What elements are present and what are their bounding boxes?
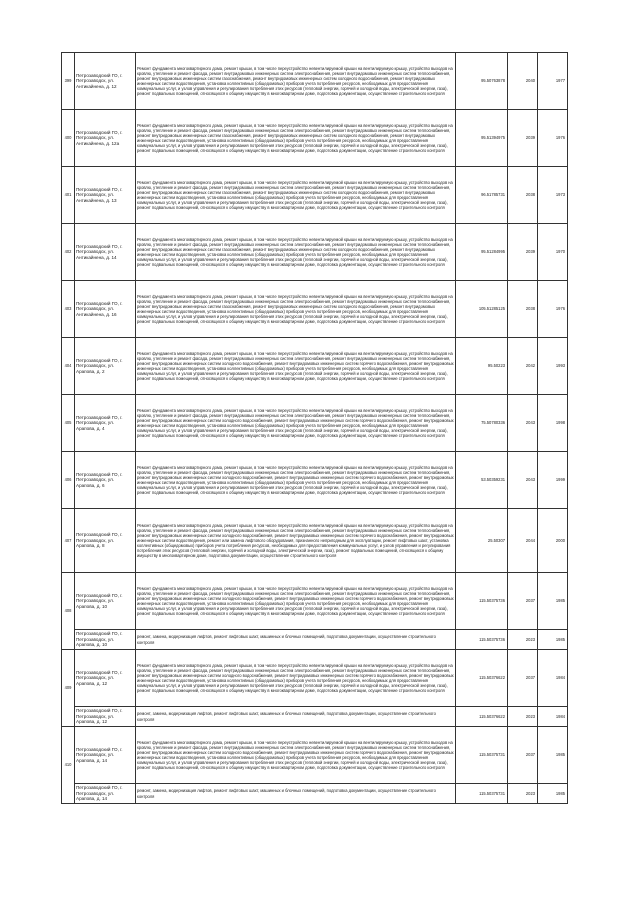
planned-year-cell: 2039 xyxy=(508,110,538,167)
works-cell: ремонт, замена, модернизация лифтов, ремонт лифтовых шахт, машинных и блочных помещений, подготовка документации, осуществление строительного контроля xyxy=(136,630,456,650)
built-year-cell: 1993 xyxy=(538,338,568,395)
table-row xyxy=(62,650,568,707)
area-cell: 75.50780336 xyxy=(456,395,508,452)
built-year-cell: 1998 xyxy=(538,395,568,452)
row-number: 403 xyxy=(62,281,75,338)
area-cell: 105.51285125 xyxy=(456,281,508,338)
built-year-cell: 1985 xyxy=(538,784,568,804)
planned-year-cell: 2039 xyxy=(508,224,538,281)
table-row xyxy=(62,727,568,784)
works-cell: ремонт, замена, модернизация лифтов, ремонт лифтовых шахт, машинных и блочных помещений, подготовка документации, осуществление строительного контроля xyxy=(136,707,456,727)
row-number: 408 xyxy=(62,573,75,650)
works-cell: Ремонт фундамента многоквартирного дома, ремонт крыши, в том числе переустройство невентилируемой крыши на вентилируемую крышу, устройство выходов на кровлю, утепление и ремонт фасада, ремонт внутридомовых инженерных систем электроснабжения, ремонт внутридомовых инженерных систем теплоснабжения, ремонт внутридомовых инженерных систем газоснабжения, ремонт внутридомовых инженерных систем холодного водоснабжения, ремонт внутридомовых инженерных систем водоотведения, установка коллективных (общедомовых) приборов учета потребления ресурсов, необходимых для предоставления коммунальных услуг, и узлов управления и регулирования потребления этих ресурсов (тепловой энергии, горячей и холодной воды, электрической энергии, газа), ремонт подвальных помещений, относящихся к общему имуществу в многоквартирном доме, подготовка документации, осуществление строительного контроля xyxy=(136,110,456,167)
address-cell: Петрозаводский ГО, г. Петрозаводск, ул. Арапова, д. 14 xyxy=(75,727,136,784)
area-cell: 115.50375736 xyxy=(456,573,508,630)
table-row xyxy=(62,395,568,452)
works-cell: Ремонт фундамента многоквартирного дома, ремонт крыши, в том числе переустройство невентилируемой крыши на вентилируемую крышу, устройство выходов на кровлю, утепление и ремонт фасада, ремонт внутридомовых инженерных систем электроснабжения, ремонт внутридомовых инженерных систем теплоснабжения, ремонт внутридомовых инженерных систем холодного водоснабжения, ремонт внутридомовых инженерных систем горячего водоснабжения, ремонт внутридомовых инженерных систем водоотведения, установка коллективных (общедомовых) приборов учета потребления ресурсов, необходимых для предоставления коммунальных услуг, и узлов управления и регулирования потребления этих ресурсов (тепловой энергии, горячей и холодной воды, электрической энергии, газа), ремонт подвальных помещений, относящихся к общему имуществу в многоквартирном доме, подготовка документации, осуществление строительного контроля xyxy=(136,452,456,509)
address-cell: Петрозаводский ГО, г. Петрозаводск, ул. Арапова, д. 10 xyxy=(75,573,136,630)
row-number: 406 xyxy=(62,452,75,509)
area-cell: 115.50376622 xyxy=(456,707,508,727)
built-year-cell: 1984 xyxy=(538,707,568,727)
works-cell: Ремонт фундамента многоквартирного дома, ремонт крыши, в том числе переустройство невентилируемой крыши на вентилируемую крышу, устройство выходов на кровлю, утепление и ремонт фасада, ремонт внутридомовых инженерных систем электроснабжения, ремонт внутридомовых инженерных систем теплоснабжения, ремонт внутридомовых инженерных систем газоснабжения, ремонт внутридомовых инженерных систем холодного водоснабжения, ремонт внутридомовых инженерных систем водоотведения, установка коллективных (общедомовых) приборов учета потребления ресурсов, необходимых для предоставления коммунальных услуг, и узлов управления и регулирования потребления этих ресурсов (тепловой энергии, горячей и холодной воды, электрической энергии, газа), ремонт подвальных помещений, относящихся к общему имуществу в многоквартирном доме, подготовка документации, осуществление строительного контроля xyxy=(136,53,456,110)
works-cell: Ремонт фундамента многоквартирного дома, ремонт крыши, в том числе переустройство невентилируемой крыши на вентилируемую крышу, устройство выходов на кровлю, утепление и ремонт фасада, ремонт внутридомовых инженерных систем электроснабжения, ремонт внутридомовых инженерных систем теплоснабжения, ремонт внутридомовых инженерных систем холодного водоснабжения, ремонт внутридомовых инженерных систем горячего водоснабжения, ремонт внутридомовых инженерных систем водоотведения, установка коллективных (общедомовых) приборов учета потребления ресурсов, необходимых для предоставления коммунальных услуг, и узлов управления и регулирования потребления этих ресурсов (тепловой энергии, горячей и холодной воды, электрической энергии, газа), ремонт подвальных помещений, относящихся к общему имуществу в многоквартирном доме, подготовка документации, осуществление строительного контроля xyxy=(136,727,456,784)
address-cell: Петрозаводский ГО, г. Петрозаводск, ул. Арапова, д. 2 xyxy=(75,338,136,395)
table-row xyxy=(62,784,568,804)
address-cell: Петрозаводский ГО, г. Петрозаводск, ул. Антикайнена, д. 12 xyxy=(75,53,136,110)
built-year-cell: 1984 xyxy=(538,650,568,707)
table-row xyxy=(62,110,568,167)
row-number: 405 xyxy=(62,395,75,452)
row-number: 404 xyxy=(62,338,75,395)
row-number: 400 xyxy=(62,110,75,167)
table-row xyxy=(62,509,568,573)
table-row xyxy=(62,707,568,727)
works-cell: ремонт, замена, модернизация лифтов, ремонт лифтовых шахт, машинных и блочных помещений, подготовка документации, осуществление строительного контроля xyxy=(136,784,456,804)
address-cell: Петрозаводский ГО, г. Петрозаводск, ул. Антикайнена, д. 12а xyxy=(75,110,136,167)
planned-year-cell: 2023 xyxy=(508,630,538,650)
area-cell: 95.50223 xyxy=(456,338,508,395)
area-cell: 115.50375736 xyxy=(456,630,508,650)
table-row xyxy=(62,573,568,630)
row-number: 407 xyxy=(62,509,75,573)
address-cell: Петрозаводский ГО, г. Петрозаводск, ул. Антикайнена, д. 16 xyxy=(75,281,136,338)
built-year-cell: 1976 xyxy=(538,281,568,338)
row-number: 399 xyxy=(62,53,75,110)
address-cell: Петрозаводский ГО, г. Петрозаводск, ул. Арапова, д. 10 xyxy=(75,630,136,650)
works-cell: Ремонт фундамента многоквартирного дома, ремонт крыши, в том числе переустройство невентилируемой крыши на вентилируемую крышу, устройство выходов на кровлю, утепление и ремонт фасада, ремонт внутридомовых инженерных систем электроснабжения, ремонт внутридомовых инженерных систем теплоснабжения, ремонт внутридомовых инженерных систем газоснабжения, ремонт внутридомовых инженерных систем холодного водоснабжения, ремонт внутридомовых инженерных систем водоотведения, установка коллективных (общедомовых) приборов учета потребления ресурсов, необходимых для предоставления коммунальных услуг, и узлов управления и регулирования потребления этих ресурсов (тепловой энергии, горячей и холодной воды, электрической энергии, газа), ремонт подвальных помещений, относящихся к общему имуществу в многоквартирном доме, подготовка документации, осуществление строительного контроля xyxy=(136,167,456,224)
planned-year-cell: 2038 xyxy=(508,167,538,224)
planned-year-cell: 2040 xyxy=(508,53,538,110)
area-cell: 53.50359231 xyxy=(456,452,508,509)
row-number: 410 xyxy=(62,727,75,804)
area-cell: 25.50307 xyxy=(456,509,508,573)
table-row xyxy=(62,630,568,650)
row-number: 402 xyxy=(62,224,75,281)
planned-year-cell: 2037 xyxy=(508,650,538,707)
address-cell: Петрозаводский ГО, г. Петрозаводск, ул. Антикайнена, д. 13 xyxy=(75,167,136,224)
works-cell: Ремонт фундамента многоквартирного дома, ремонт крыши, в том числе переустройство невентилируемой крыши на вентилируемую крышу, устройство выходов на кровлю, утепление и ремонт фасада, ремонт внутридомовых инженерных систем электроснабжения, ремонт внутридомовых инженерных систем теплоснабжения, ремонт внутридомовых инженерных систем холодного водоснабжения, ремонт внутридомовых инженерных систем горячего водоснабжения, ремонт внутридомовых инженерных систем водоотведения, ремонт или замена лифтового оборудования, признанного непригодным для эксплуатации, ремонт лифтовых шахт, установка коллективных (общедомовых) приборов учета потребления ресурсов, необходимых для предоставления коммунальных услуг, и узлов управления и регулирования потребления этих ресурсов (тепловой энергии, горячей и холодной воды, электрической энергии, газа), ремонт подвальных помещений, относящихся к общему имуществу в многоквартирном доме, подготовка документации, осуществление строительного контроля xyxy=(136,509,456,573)
built-year-cell: 1973 xyxy=(538,167,568,224)
address-cell: Петрозаводский ГО, г. Петрозаводск, ул. Арапова, д. 6 xyxy=(75,452,136,509)
works-cell: Ремонт фундамента многоквартирного дома, ремонт крыши, в том числе переустройство невентилируемой крыши на вентилируемую крышу, устройство выходов на кровлю, утепление и ремонт фасада, ремонт внутридомовых инженерных систем электроснабжения, ремонт внутридомовых инженерных систем теплоснабжения, ремонт внутридомовых инженерных систем холодного водоснабжения, ремонт внутридомовых инженерных систем горячего водоснабжения, ремонт внутридомовых инженерных систем водоотведения, установка коллективных (общедомовых) приборов учета потребления ресурсов, необходимых для предоставления коммунальных услуг, и узлов управления и регулирования потребления этих ресурсов (тепловой энергии, горячей и холодной воды, электрической энергии, газа), ремонт подвальных помещений, относящихся к общему имуществу в многоквартирном доме, подготовка документации, осуществление строительного контроля xyxy=(136,395,456,452)
area-cell: 115.50375731 xyxy=(456,784,508,804)
works-cell: Ремонт фундамента многоквартирного дома, ремонт крыши, в том числе переустройство невентилируемой крыши на вентилируемую крышу, устройство выходов на кровлю, утепление и ремонт фасада, ремонт внутридомовых инженерных систем электроснабжения, ремонт внутридомовых инженерных систем теплоснабжения, ремонт внутридомовых инженерных систем газоснабжения, ремонт внутридомовых инженерных систем холодного водоснабжения, ремонт внутридомовых инженерных систем водоотведения, установка коллективных (общедомовых) приборов учета потребления ресурсов, необходимых для предоставления коммунальных услуг, и узлов управления и регулирования потребления этих ресурсов (тепловой энергии, горячей и холодной воды, электрической энергии, газа), ремонт подвальных помещений, относящихся к общему имуществу в многоквартирном доме, подготовка документации, осуществление строительного контроля xyxy=(136,224,456,281)
table-row xyxy=(62,281,568,338)
table-row xyxy=(62,167,568,224)
works-cell: Ремонт фундамента многоквартирного дома, ремонт крыши, в том числе переустройство невентилируемой крыши на вентилируемую крышу, устройство выходов на кровлю, утепление и ремонт фасада, ремонт внутридомовых инженерных систем электроснабжения, ремонт внутридомовых инженерных систем теплоснабжения, ремонт внутридомовых инженерных систем холодного водоснабжения, ремонт внутридомовых инженерных систем горячего водоснабжения, ремонт внутридомовых инженерных систем водоотведения, установка коллективных (общедомовых) приборов учета потребления ресурсов, необходимых для предоставления коммунальных услуг, и узлов управления и регулирования потребления этих ресурсов (тепловой энергии, горячей и холодной воды, электрической энергии, газа), ремонт подвальных помещений, относящихся к общему имуществу в многоквартирном доме, подготовка документации, осуществление строительного контроля xyxy=(136,338,456,395)
address-cell: Петрозаводский ГО, г. Петрозаводск, ул. Арапова, д. 8 xyxy=(75,509,136,573)
planned-year-cell: 2037 xyxy=(508,573,538,630)
built-year-cell: 1985 xyxy=(538,727,568,784)
capital-repair-table xyxy=(61,52,568,804)
area-cell: 96.51785731 xyxy=(456,167,508,224)
built-year-cell: 1999 xyxy=(538,452,568,509)
planned-year-cell: 2042 xyxy=(508,338,538,395)
built-year-cell: 1985 xyxy=(538,630,568,650)
address-cell: Петрозаводский ГО, г. Петрозаводск, ул. Арапова, д. 14 xyxy=(75,784,136,804)
table-row xyxy=(62,224,568,281)
address-cell: Петрозаводский ГО, г. Петрозаводск, ул. Арапова, д. 12 xyxy=(75,650,136,707)
built-year-cell: 1970 xyxy=(538,224,568,281)
area-cell: 95.51284995 xyxy=(456,224,508,281)
area-cell: 115.50375731 xyxy=(456,727,508,784)
planned-year-cell: 2038 xyxy=(508,281,538,338)
built-year-cell: 2000 xyxy=(538,509,568,573)
works-cell: Ремонт фундамента многоквартирного дома, ремонт крыши, в том числе переустройство невентилируемой крыши на вентилируемую крышу, устройство выходов на кровлю, утепление и ремонт фасада, ремонт внутридомовых инженерных систем электроснабжения, ремонт внутридомовых инженерных систем теплоснабжения, ремонт внутридомовых инженерных систем холодного водоснабжения, ремонт внутридомовых инженерных систем горячего водоснабжения, ремонт внутридомовых инженерных систем водоотведения, установка коллективных (общедомовых) приборов учета потребления ресурсов, необходимых для предоставления коммунальных услуг, и узлов управления и регулирования потребления этих ресурсов (тепловой энергии, горячей и холодной воды, электрической энергии, газа), ремонт подвальных помещений, относящихся к общему имуществу в многоквартирном доме, подготовка документации, осуществление строительного контроля xyxy=(136,650,456,707)
works-cell: Ремонт фундамента многоквартирного дома, ремонт крыши, в том числе переустройство невентилируемой крыши на вентилируемую крышу, устройство выходов на кровлю, утепление и ремонт фасада, ремонт внутридомовых инженерных систем электроснабжения, ремонт внутридомовых инженерных систем теплоснабжения, ремонт внутридомовых инженерных систем газоснабжения, ремонт внутридомовых инженерных систем холодного водоснабжения, ремонт внутридомовых инженерных систем водоотведения, установка коллективных (общедомовых) приборов учета потребления ресурсов, необходимых для предоставления коммунальных услуг, и узлов управления и регулирования потребления этих ресурсов (тепловой энергии, горячей и холодной воды, электрической энергии, газа), ремонт подвальных помещений, относящихся к общему имуществу в многоквартирном доме, подготовка документации, осуществление строительного контроля xyxy=(136,281,456,338)
built-year-cell: 1977 xyxy=(538,53,568,110)
address-cell: Петрозаводский ГО, г. Петрозаводск, ул. Антикайнена, д. 14 xyxy=(75,224,136,281)
planned-year-cell: 2044 xyxy=(508,509,538,573)
built-year-cell: 1976 xyxy=(538,110,568,167)
area-cell: 95.50763878 xyxy=(456,53,508,110)
area-cell: 115.50376622 xyxy=(456,650,508,707)
planned-year-cell: 2043 xyxy=(508,395,538,452)
planned-year-cell: 2023 xyxy=(508,707,538,727)
area-cell: 95.51394975 xyxy=(456,110,508,167)
table-row xyxy=(62,53,568,110)
row-number: 401 xyxy=(62,167,75,224)
planned-year-cell: 2023 xyxy=(508,784,538,804)
planned-year-cell: 2043 xyxy=(508,452,538,509)
address-cell: Петрозаводский ГО, г. Петрозаводск, ул. Арапова, д. 4 xyxy=(75,395,136,452)
table-row xyxy=(62,338,568,395)
table-row xyxy=(62,452,568,509)
planned-year-cell: 2037 xyxy=(508,727,538,784)
row-number: 409 xyxy=(62,650,75,727)
address-cell: Петрозаводский ГО, г. Петрозаводск, ул. Арапова, д. 12 xyxy=(75,707,136,727)
works-cell: Ремонт фундамента многоквартирного дома, ремонт крыши, в том числе переустройство невентилируемой крыши на вентилируемую крышу, устройство выходов на кровлю, утепление и ремонт фасада, ремонт внутридомовых инженерных систем электроснабжения, ремонт внутридомовых инженерных систем теплоснабжения, ремонт внутридомовых инженерных систем холодного водоснабжения, ремонт внутридомовых инженерных систем горячего водоснабжения, ремонт внутридомовых инженерных систем водоотведения, установка коллективных (общедомовых) приборов учета потребления ресурсов, необходимых для предоставления коммунальных услуг, и узлов управления и регулирования потребления этих ресурсов (тепловой энергии, горячей и холодной воды, электрической энергии, газа), ремонт подвальных помещений, относящихся к общему имуществу в многоквартирном доме, подготовка документации, осуществление строительного контроля xyxy=(136,573,456,630)
built-year-cell: 1985 xyxy=(538,573,568,630)
